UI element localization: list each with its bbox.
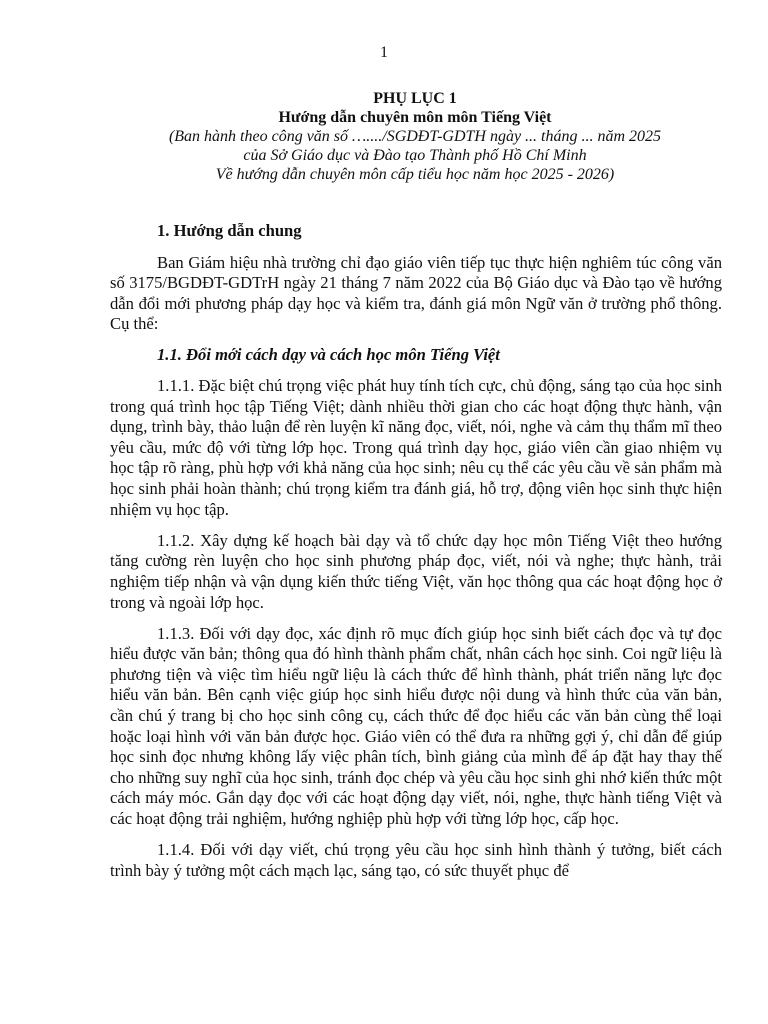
issuance-line-3: Về hướng dẫn chuyên môn cấp tiểu học năm học 2025 - 2026) (215, 166, 615, 183)
subsection-heading: 1.1. Đổi mới cách dạy và cách học môn Tiếng Việt (157, 345, 500, 365)
paragraph-1-1-3: 1.1.3. Đối với dạy đọc, xác định rõ mục đích giúp học sinh biết cách đọc và tự đọc hiểu được văn bản; thông qua đó hình thành phẩm chất, nhân cách học sinh. Coi ngữ liệu là phương tiện và việc tìm hiểu ngữ liệu là cách thức để hình thành, phát triển năng lực đọc hiểu văn bản. Bên cạnh việc giúp học sinh hiểu được nội dung và hình thức của văn bản, cần chú ý trang bị cho học sinh công cụ, cách thức để đọc hiểu các văn bản cùng thể loại hoặc loại hình với văn bản được học. Giáo viên có thể đưa ra những gợi ý, chỉ dẫn để giúp học sinh đọc nhưng không lấy việc phân tích, bình giảng của mình để áp đặt hay thay thế cho những suy nghĩ của học sinh, tránh đọc chép và yêu cầu học sinh ghi nhớ kiến thức một cách máy móc. Gắn dạy đọc với các hoạt động dạy viết, nói, nghe, thực hành tiếng Việt và các hoạt động trải nghiệm, hướng nghiệp phù hợp với từng lớp học, cấp học. (110, 623, 722, 828)
issuance-line-2: của Sở Giáo dục và Đào tạo Thành phố Hồ Chí Minh (243, 147, 587, 164)
issuance-line-1: (Ban hành theo công văn số …..../SGDĐT-GDTH ngày ... tháng ... năm 2025 (168, 128, 662, 145)
paragraph-1-1-4: 1.1.4. Đối với dạy viết, chú trọng yêu cầu học sinh hình thành ý tưởng, biết cách trình bày ý tưởng một cách mạch lạc, sáng tạo, có sức thuyết phục để (110, 840, 722, 880)
paragraph-1-1-2: 1.1.2. Xây dựng kế hoạch bài dạy và tổ chức dạy học môn Tiếng Việt theo hướng tăng cường rèn luyện cho học sinh phương pháp đọc, viết, nói và nghe; thực hành, trải nghiệm tiếp nhận và vận dụng kiến thức tiếng Việt, văn học thông qua các hoạt động học ở trong và ngoài lớp học. (110, 530, 722, 612)
appendix-title: PHỤ LỤC 1 (373, 90, 457, 107)
paragraph-1-1-1: 1.1.1. Đặc biệt chú trọng việc phát huy tính tích cực, chủ động, sáng tạo của học sinh trong quá trình học tập Tiếng Việt; dành nhiều thời gian cho các hoạt động thực hành, vận dụng, trình bày, thảo luận để rèn luyện kĩ năng đọc, viết, nói, nghe và cảm thụ thẩm mĩ theo yêu cầu, mức độ với từng lớp học. Trong quá trình dạy học, giáo viên cần giao nhiệm vụ học tập rõ ràng, phù hợp với khả năng của học sinh; nêu cụ thể các yêu cầu về sản phẩm mà học sinh phải hoàn thành; chú trọng kiểm tra đánh giá, hỗ trợ, động viên học sinh thực hiện nhiệm vụ học tập. (110, 376, 722, 519)
page-number: 1 (380, 44, 388, 61)
section-heading: 1. Hướng dẫn chung (157, 221, 302, 240)
subject-title: Hướng dẫn chuyên môn môn Tiếng Việt (278, 109, 552, 126)
document-header (110, 89, 720, 184)
document-body (110, 221, 722, 892)
intro-paragraph: Ban Giám hiệu nhà trường chỉ đạo giáo viên tiếp tục thực hiện nghiêm túc công văn số 3175/BGDĐT-GDTrH ngày 21 tháng 7 năm 2022 của Bộ Giáo dục và Đào tạo về hướng dẫn đổi mới phương pháp dạy học và kiểm tra, đánh giá môn Ngữ văn ở trường phổ thông. Cụ thể: (110, 252, 722, 334)
